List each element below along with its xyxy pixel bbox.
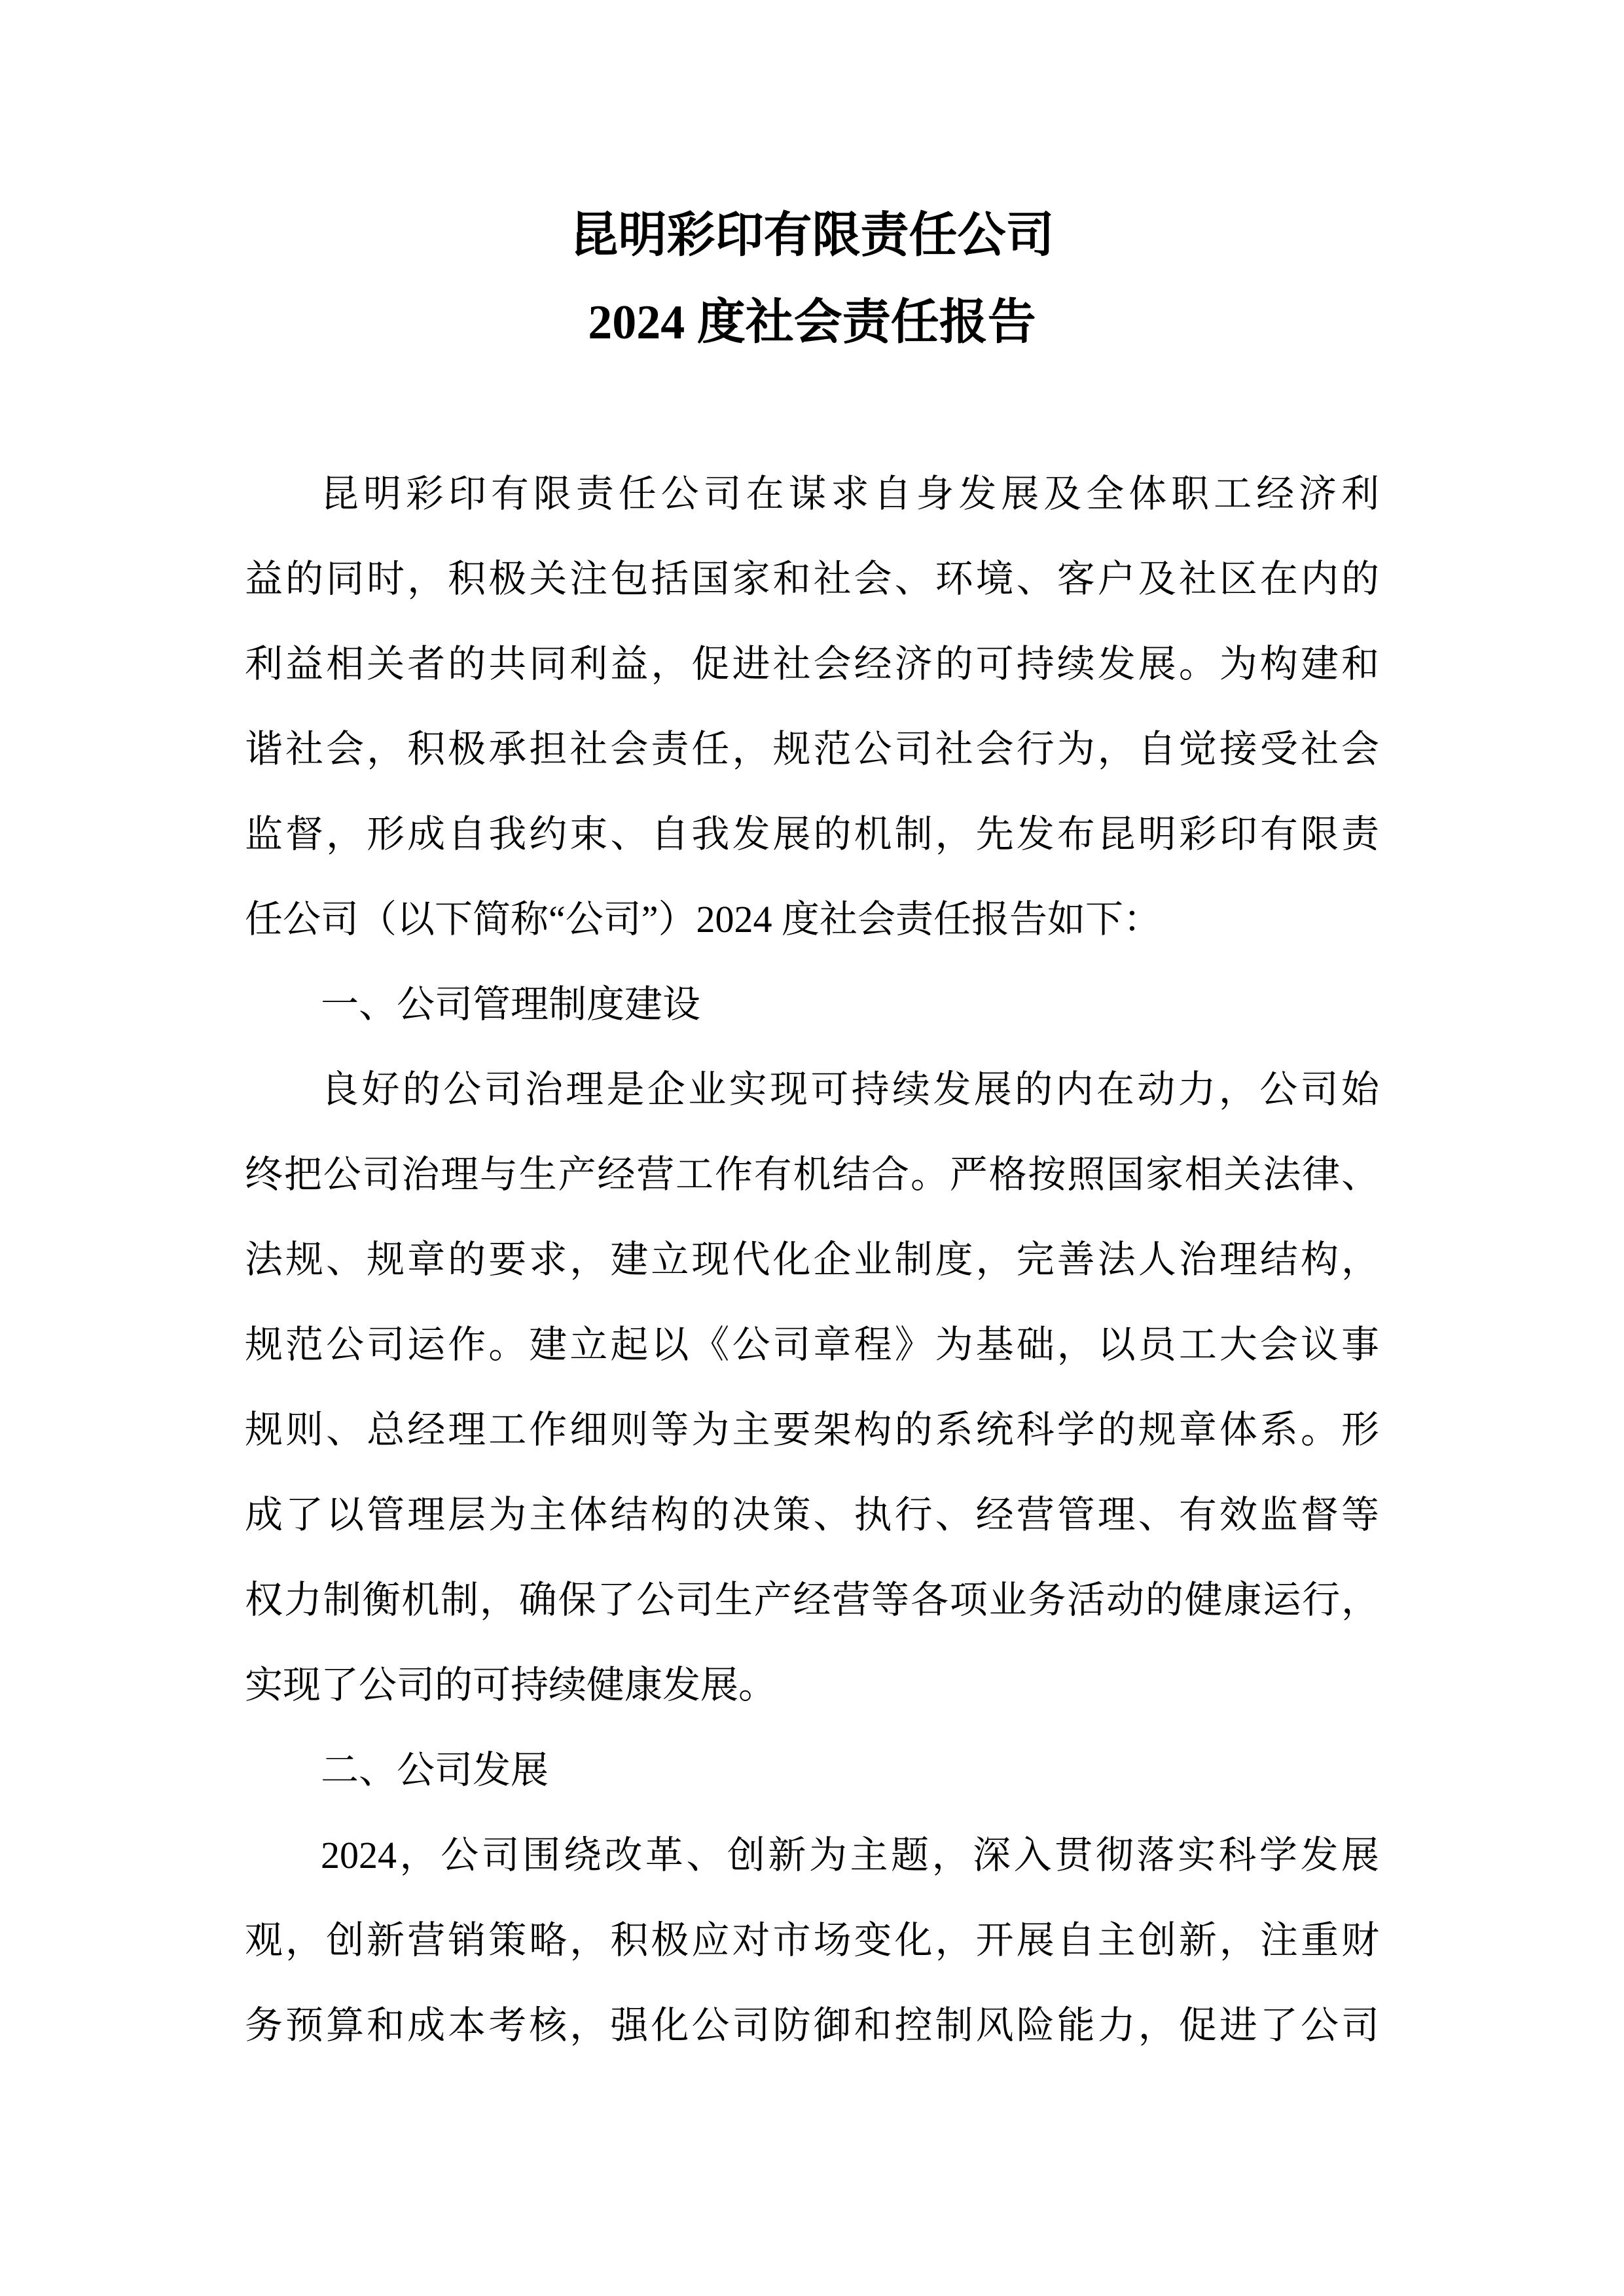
text-line: 务预算和成本考核，强化公司防御和控制风险能力，促进了公司: [245, 2004, 1379, 2047]
section-heading: 二、公司发展: [321, 1749, 549, 1791]
page-content: [0, 192, 1624, 2068]
text-line: 谐社会，积极承担社会责任，规范公司社会行为，自觉接受社会: [245, 728, 1379, 770]
text-line: 权力制衡机制，确保了公司生产经营等各项业务活动的健康运行，: [245, 1579, 1379, 1621]
body-lines: [245, 452, 1379, 2068]
text-line: 利益相关者的共同利益，促进社会经济的可持续发展。为构建和: [245, 643, 1379, 685]
text-line: 规则、总经理工作细则等为主要架构的系统科学的规章体系。形: [245, 1408, 1379, 1451]
title-block: [245, 192, 1379, 367]
text-line: 昆明彩印有限责任公司在谋求自身发展及全体职工经济利: [321, 473, 1379, 515]
text-line: 终把公司治理与生产经营工作有机结合。严格按照国家相关法律、: [245, 1153, 1379, 1196]
text-line: 任公司（以下简称“公司”）2024 度社会责任报告如下：: [245, 898, 1161, 941]
text-line: 观，创新营销策略，积极应对市场变化，开展自主创新，注重财: [245, 1919, 1379, 1962]
text-line: 实现了公司的可持续健康发展。: [245, 1664, 777, 1706]
text-line: 益的同时，积极关注包括国家和社会、环境、客户及社区在内的: [245, 558, 1379, 600]
text-line: 2024，公司围绕改革、创新为主题，深入贯彻落实科学发展: [321, 1834, 1379, 1876]
section-heading: 一、公司管理制度建设: [321, 983, 701, 1026]
text-line: 监督，形成自我约束、自我发展的机制，先发布昆明彩印有限责: [245, 813, 1379, 855]
text-line: 法规、规章的要求，建立现代化企业制度，完善法人治理结构，: [245, 1238, 1379, 1281]
document-subtitle: 2024 度社会责任报告: [588, 296, 1036, 350]
text-line: 规范公司运作。建立起以《公司章程》为基础，以员工大会议事: [245, 1323, 1379, 1366]
text-line: 良好的公司治理是企业实现可持续发展的内在动力，公司始: [321, 1068, 1379, 1111]
text-line: 成了以管理层为主体结构的决策、执行、经营管理、有效监督等: [245, 1494, 1379, 1536]
document-title: 昆明彩印有限责任公司: [569, 209, 1055, 262]
